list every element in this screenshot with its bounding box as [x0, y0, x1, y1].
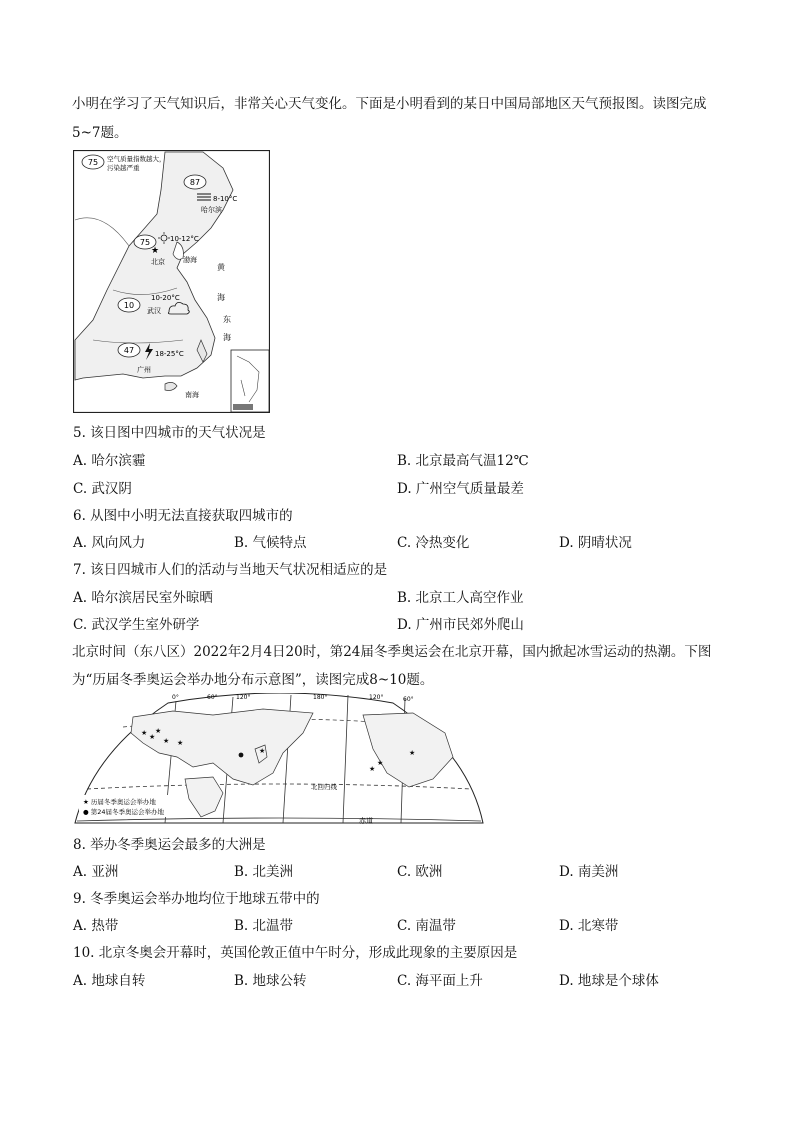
wuhan-temp: 10-20°C	[151, 294, 180, 302]
q9-option-a[interactable]: A. 热带	[73, 918, 119, 934]
q6-option-c[interactable]: C. 冷热变化	[397, 535, 470, 551]
winter-olympics-map	[73, 693, 485, 825]
lon-label-120: 120°	[236, 694, 251, 701]
host-city-star-icon: ★	[163, 737, 170, 745]
south-sea-label: 南海	[185, 391, 199, 399]
q9-option-c[interactable]: C. 南温带	[397, 918, 456, 934]
harbin-name: 哈尔滨	[201, 206, 222, 214]
q9-option-d[interactable]: D. 北寒带	[559, 918, 619, 934]
q8-option-b[interactable]: B. 北美洲	[234, 864, 294, 880]
yellow-sea-label-2: 海	[217, 293, 225, 302]
guangzhou-temp: 18-25°C	[155, 350, 184, 358]
q10-option-b[interactable]: B. 地球公转	[234, 973, 307, 989]
q8-option-d[interactable]: D. 南美洲	[559, 864, 619, 880]
host-city-star-icon: ★	[141, 729, 148, 737]
intro-paragraph-2-line-1: 北京时间（东八区）2022年2月4日20时，第24届冬季奥运会在北京开幕，国内掀起冰雪运动的热潮。下图	[72, 644, 712, 660]
lon-label-60: 60°	[207, 694, 218, 701]
guangzhou-aqi: 47	[123, 346, 135, 355]
lon-label-180: 180°	[313, 694, 328, 701]
lon-label-60w: 60°	[403, 696, 414, 703]
capital-star-icon: ★	[151, 246, 160, 256]
q7-stem: 7. 该日四城市人们的活动与当地天气状况相适应的是	[73, 562, 388, 578]
host-city-star-icon: ★	[155, 727, 162, 735]
guangzhou-name: 广州	[137, 366, 151, 374]
lon-label-0: 0°	[172, 694, 179, 701]
tropic-label: 北回归线	[311, 783, 337, 791]
harbin-aqi: 87	[189, 178, 201, 187]
intro-paragraph-1: 小明在学习了天气知识后，非常关心天气变化。下面是小明看到的某日中国局部地区天气预报图。读图完成5~7题。	[72, 96, 707, 141]
yellow-sea-label-1: 黄	[217, 263, 225, 272]
q6-option-a[interactable]: A. 风向风力	[73, 535, 146, 551]
q6-option-d[interactable]: D. 阴晴状况	[559, 535, 632, 551]
q8-option-a[interactable]: A. 亚洲	[73, 864, 119, 880]
host-city-star-icon: ★	[409, 749, 416, 757]
beijing-2022-dot-icon	[239, 753, 244, 758]
q7-option-a[interactable]: A. 哈尔滨居民室外晾晒	[73, 590, 213, 606]
host-city-star-icon: ★	[377, 759, 384, 767]
equator-label: 赤道	[359, 817, 373, 825]
east-sea-label-1: 东	[223, 315, 231, 324]
weather-map	[73, 150, 270, 413]
q5-stem: 5. 该日图中四城市的天气状况是	[73, 425, 266, 441]
legend-text-1: 空气质量指数越大，	[107, 155, 166, 163]
q10-option-d[interactable]: D. 地球是个球体	[559, 973, 659, 989]
q7-option-b[interactable]: B. 北京工人高空作业	[397, 590, 524, 606]
q10-option-a[interactable]: A. 地球自转	[73, 973, 146, 989]
host-city-star-icon: ★	[259, 747, 266, 755]
legend-text-2: 污染越严重	[107, 164, 140, 172]
q10-stem: 10. 北京冬奥会开幕时，英国伦敦正值中午时分，形成此现象的主要原因是	[73, 945, 518, 961]
bohai-label: 渤海	[183, 256, 197, 264]
legend-aqi-sample: 75	[87, 158, 99, 167]
q9-option-b[interactable]: B. 北温带	[234, 918, 294, 934]
legend-2022-host: ● 第24届冬季奥运会举办地	[83, 808, 165, 816]
host-city-star-icon: ★	[177, 739, 184, 747]
q6-stem: 6. 从图中小明无法直接获取四城市的	[73, 508, 293, 524]
q9-stem: 9. 冬季奥运会举办地均位于地球五带中的	[73, 891, 320, 907]
beijing-temp: 10-12°C	[170, 235, 199, 243]
q10-option-c[interactable]: C. 海平面上升	[397, 973, 483, 989]
lon-label-120w: 120°	[369, 694, 384, 701]
host-city-star-icon: ★	[369, 765, 376, 773]
q8-option-c[interactable]: C. 欧洲	[397, 864, 443, 880]
q7-option-c[interactable]: C. 武汉学生室外研学	[73, 617, 200, 633]
beijing-name: 北京	[151, 258, 165, 266]
q5-option-a[interactable]: A. 哈尔滨霾	[73, 453, 146, 469]
east-sea-label-2: 海	[223, 333, 231, 342]
legend-past-hosts: ★ 历届冬季奥运会举办地	[83, 798, 156, 806]
wuhan-name: 武汉	[147, 307, 161, 315]
harbin-temp: 8-10°C	[213, 195, 238, 203]
wuhan-aqi: 10	[123, 301, 135, 310]
intro-paragraph-2-line-2: 为“历届冬季奥运会举办地分布示意图”，读图完成8~10题。	[72, 672, 434, 688]
beijing-aqi: 75	[139, 238, 151, 247]
q6-option-b[interactable]: B. 气候特点	[234, 535, 307, 551]
host-city-star-icon: ★	[149, 733, 156, 741]
south-china-sea-inset	[231, 350, 269, 412]
q8-stem: 8. 举办冬季奥运会最多的大洲是	[73, 837, 266, 853]
q5-option-c[interactable]: C. 武汉阴	[73, 481, 132, 497]
q5-option-d[interactable]: D. 广州空气质量最差	[397, 481, 524, 497]
q7-option-d[interactable]: D. 广州市民郊外爬山	[397, 617, 524, 633]
q5-option-b[interactable]: B. 北京最高气温12℃	[397, 453, 529, 469]
